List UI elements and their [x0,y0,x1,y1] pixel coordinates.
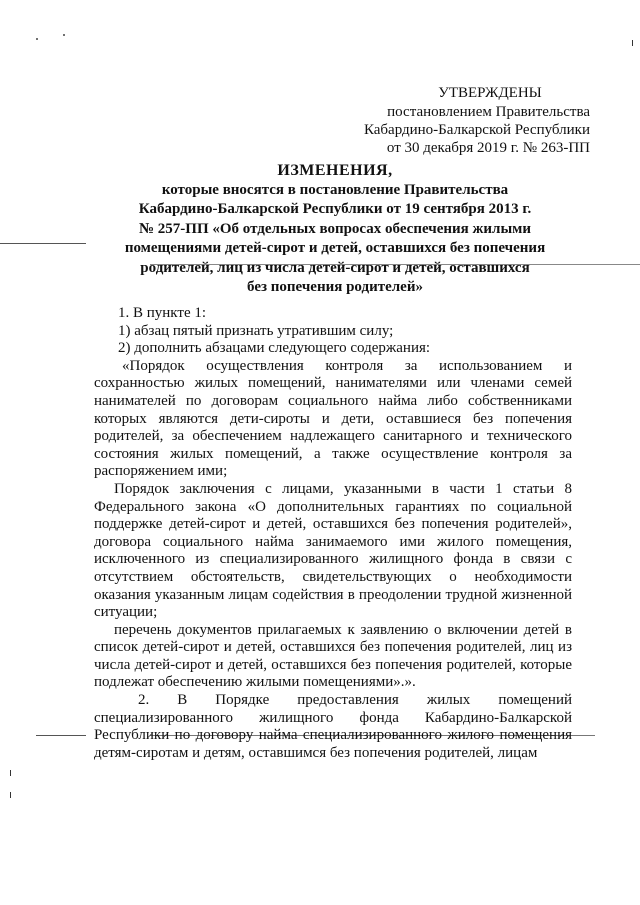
scan-line [36,735,86,736]
paragraph: перечень документов прилагаемых к заявлению о включении детей в список детей-сирот и детей, оставшихся без попечения родителей, лиц из числа детей-сирот и детей, оставшихся без попечения родителей, которые подлежат обеспечению жилыми помещениями».». [94,621,572,691]
scan-speck [63,34,65,36]
approval-line: от 30 декабря 2019 г. № 263-ПП [386,140,590,156]
approval-block [350,84,590,157]
document-heading [90,161,580,298]
scan-mark [632,40,633,46]
heading-line: без попечения родителей» [247,279,423,295]
item-1: 1. В пункте 1: [118,305,207,321]
heading-title: ИЗМЕНЕНИЯ, [277,162,393,179]
heading-line: № 257-ПП «Об отдельных вопросах обеспечения жилыми [138,220,532,237]
heading-line: которые вносятся в постановление Правительства [161,181,509,198]
scan-speck [36,38,38,40]
heading-line: родителей, лиц из числа детей-сирот и детей, оставшихся [140,259,530,276]
scan-mark [10,792,11,798]
approval-line: постановлением Правительства [387,104,590,120]
subitem-2: 2) дополнить абзацами следующего содержания: [118,340,431,357]
subitem-1: 1) абзац пятый признать утратившим силу; [118,322,394,339]
paragraph: «Порядок осуществления контроля за использованием и сохранностью жилых помещений, нанимателями или членами семей нанимателей по договорам социального найма либо собственниками которых являются дети-сироты и дети, оставшиеся без попечения родителей, за обеспечением надлежащего санитарного и технического состояния жилых помещений, а также осуществление контроля за распоряжением ими; [94,357,572,480]
approval-line: Кабардино-Балкарской Республики [363,122,590,138]
scan-mark [10,770,11,776]
scan-line [0,243,86,244]
heading-line: помещениями детей-сирот и детей, оставшихся без попечения [124,240,546,256]
paragraph: 2. В Порядке предоставления жилых помещений специализированного жилищного фонда Кабардино-Балкарской Республики по договору найма специализированного жилого помещения детям-сиротам и детям, оставшимся без попечения родителей, лицам [94,692,572,761]
approval-title: УТВЕРЖДЕНЫ [438,85,542,101]
heading-line: Кабардино-Балкарской Республики от 19 сентября 2013 г. [138,201,532,217]
document-body [94,305,572,762]
paragraph: Порядок заключения с лицами, указанными в части 1 статьи 8 Федерального закона «О дополнительных гарантиях по социальной поддержке детей-сирот и детей, оставшихся без попечения родителей», договора социального найма занимаемого ими жилого помещения, исключенного из специализированного жилищного фонда в связи с отсутствием обстоятельств, свидетельствующих о необходимости оказания указанным лицам содействия в преодолении трудной жизненной ситуации; [94,480,572,621]
